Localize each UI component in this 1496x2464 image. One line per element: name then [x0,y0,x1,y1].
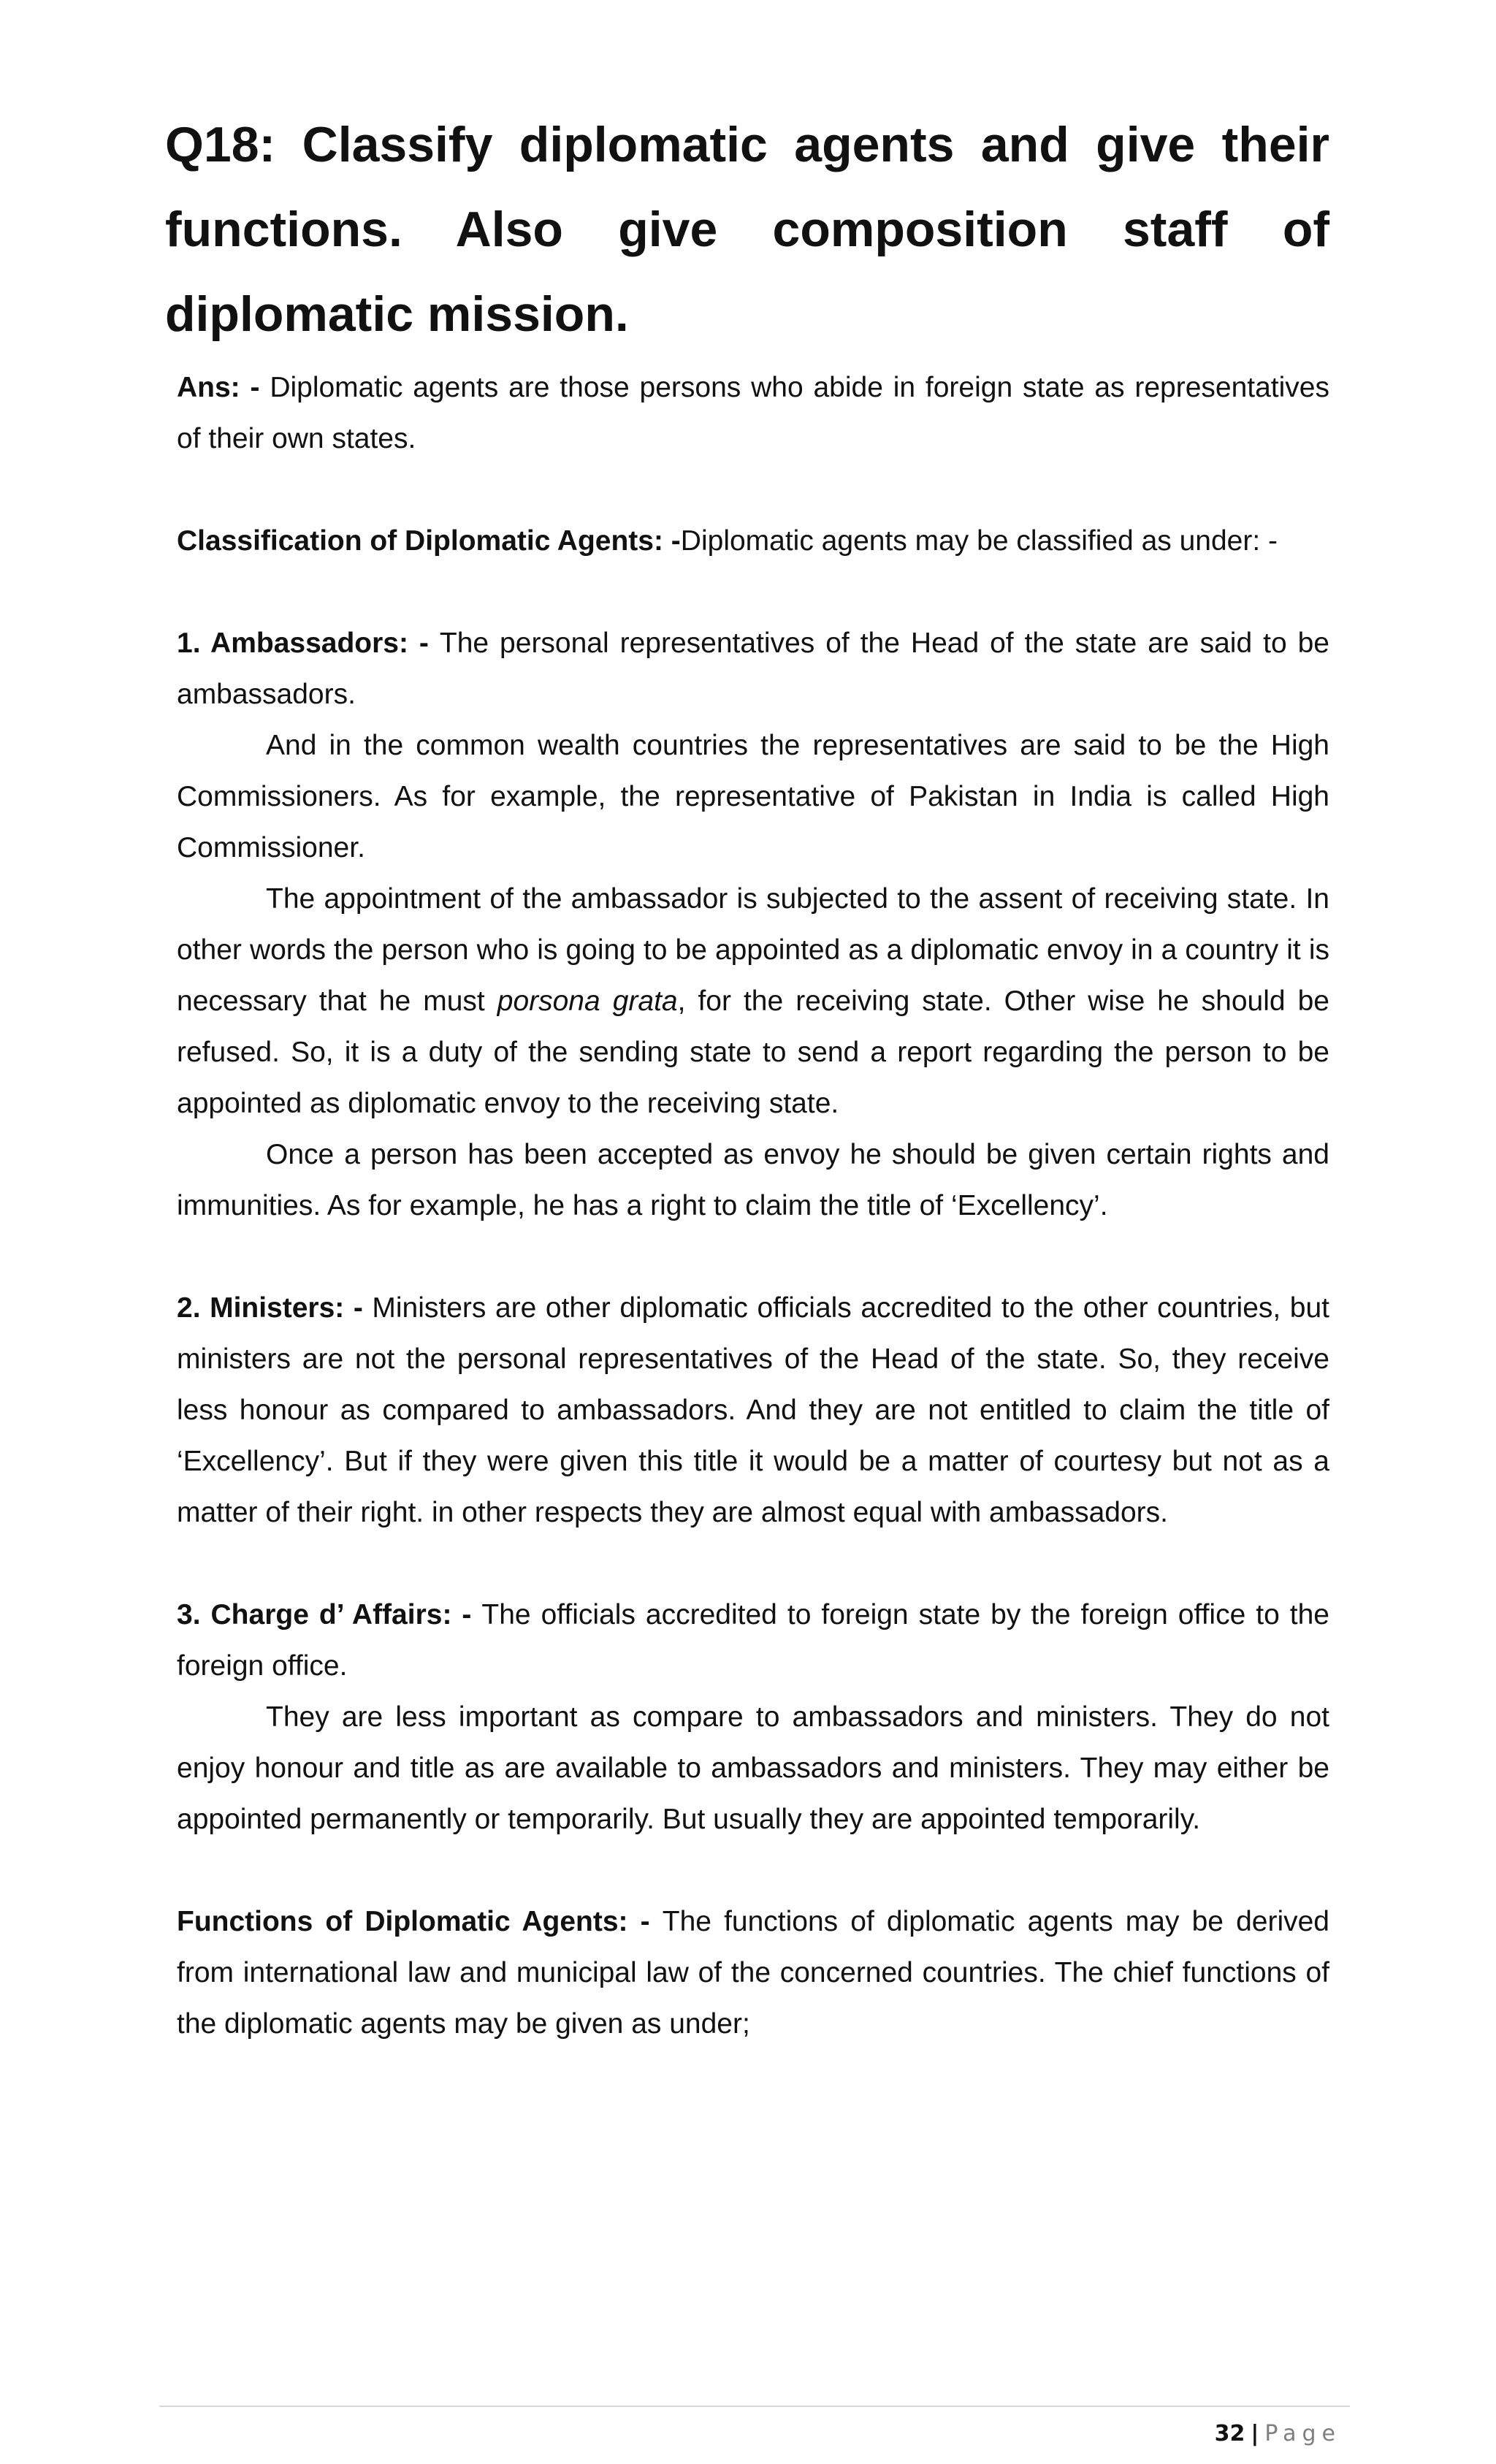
paragraph-gap [177,1232,1329,1283]
ambassadors-para3-italic: porsona grata [497,985,678,1017]
classification-paragraph [177,516,1329,567]
functions-text: The functions of diplomatic agents may be derived from international law and municipal law of the concerned countries. The chief functions of the diplomatic agents may be given as under; [177,1906,1329,2040]
ministers-paragraph [177,1283,1329,1538]
charge-text: The officials accredited to foreign state by the foreign office to the foreign office. [177,1599,1329,1682]
ministers-text: Ministers are other diplomatic officials accredited to the other countries, but ministers are not the personal representatives of the Head of the state. So, they receive less honour as compared to ambassadors. And they are not entitled to claim the title of ‘Excellency’. But if they were given this title it would be a matter of courtesy but not as a matter of their right. in other respects they are almost equal with ambassadors. [177,1292,1329,1528]
ambassadors-paragraph-4: Once a person has been accepted as envoy he should be given certain rights and immunities. As for example, he has a right to claim the title of ‘Excellency’. [177,1139,1329,1221]
ambassadors-paragraph-2: And in the common wealth countries the representatives are said to be the High Commissioners. As for example, the representative of Pakistan in India is called High Commissioner. [177,730,1329,863]
ambassadors-paragraph [177,618,1329,720]
ministers-label: 2. Ministers: - [177,1292,373,1324]
answer-paragraph [177,362,1329,465]
charge-paragraph-2: They are less important as compare to ambassadors and ministers. They do not enjoy honour and title as are available to ambassadors and ministers. They may either be appointed permanently or temporarily. But usually they are appointed temporarily. [177,1701,1329,1835]
paragraph-gap [177,567,1329,618]
classification-text: Diplomatic agents may be classified as under: - [680,525,1278,557]
page-number: 32 [1214,2421,1245,2446]
ambassadors-label: 1. Ambassadors: - [177,628,440,659]
paragraph-gap [177,1845,1329,1896]
ambassadors-para3-before: The appointment of the ambassador is subjected to the assent of receiving state. In other words the person who is going to be appointed as a diplomatic envoy in a country it is necessary that he must [177,883,1329,1017]
page-label: Page [1264,2421,1341,2446]
paragraph-gap [177,465,1329,516]
page-footer [1215,2419,1341,2449]
ambassadors-para3-after: , for the receiving state. Other wise he should be refused. So, it is a duty of the sending state to send a report regarding the person to be appointed as diplomatic envoy to the receiving state. [177,985,1329,1119]
ambassadors-paragraph-3 [177,874,1329,1129]
answer-label: Ans: - [177,372,270,403]
ambassadors-text: The personal representatives of the Head of the state are said to be ambassadors. [177,628,1329,710]
classification-label: Classification of Diplomatic Agents: - [177,525,681,557]
charge-label: 3. Charge d’ Affairs: - [177,1599,482,1630]
footer-divider [159,2406,1350,2407]
answer-text: Diplomatic agents are those persons who abide in foreign state as representatives of their own states. [177,372,1329,454]
charge-paragraph [177,1590,1329,1692]
functions-paragraph [177,1896,1329,2050]
functions-label: Functions of Diplomatic Agents: - [177,1906,663,1937]
footer-separator: | [1251,2421,1259,2446]
document-body [177,362,1329,2050]
paragraph-gap [177,1538,1329,1590]
question-heading: Q18: Classify diplomatic agents and give their functions. Also give composition staff of diplomatic mission. [165,117,1329,342]
